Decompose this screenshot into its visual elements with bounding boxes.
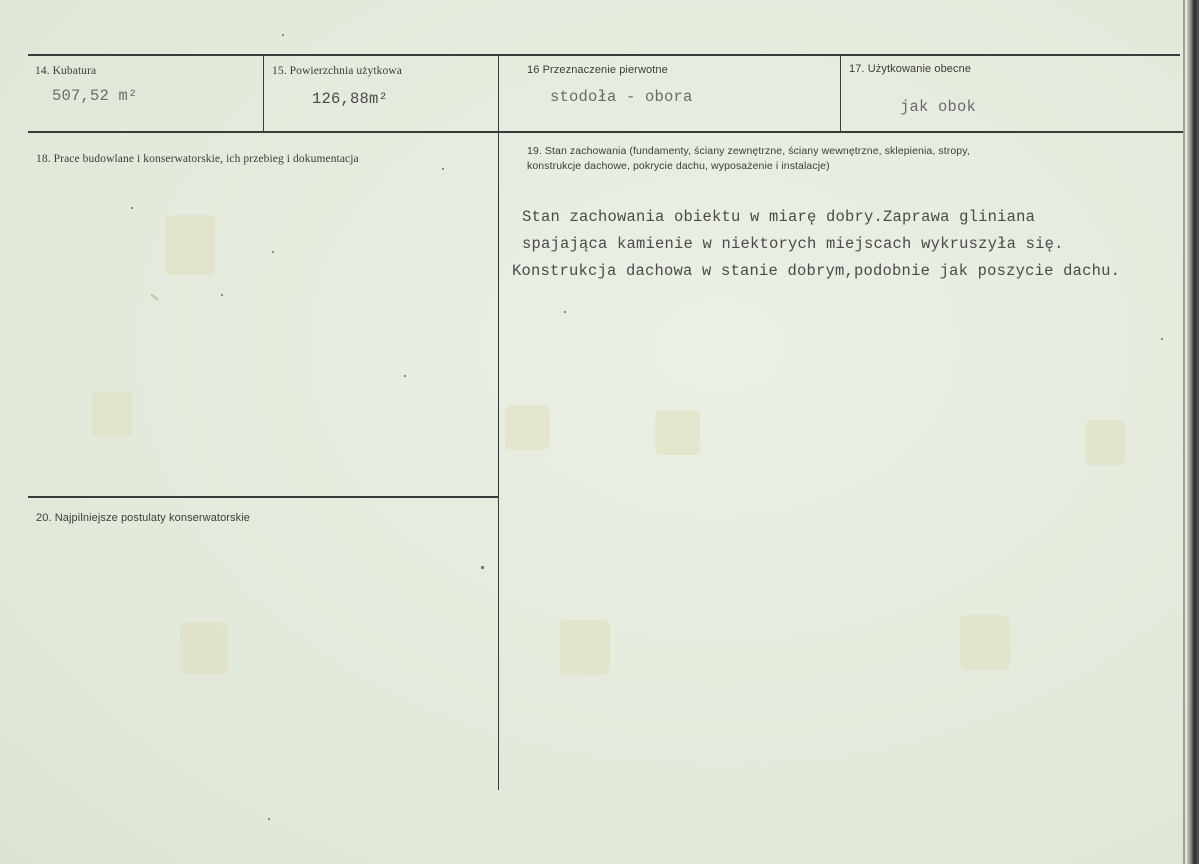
field-15-label: 15. Powierzchnia użytkowa: [272, 65, 402, 77]
paper-speck: [404, 375, 406, 377]
field-18-label: 18. Prace budowlane i konserwatorskie, ich przebieg i dokumentacja: [36, 153, 359, 165]
paper-speck: [564, 311, 566, 313]
paper-speck: [442, 168, 444, 170]
card-edge: [1187, 0, 1199, 864]
col-divider: [263, 55, 264, 131]
field-14-value: 507,52 m²: [52, 87, 138, 105]
paper-speck: [1161, 338, 1163, 340]
field-17-value: jak obok: [900, 98, 977, 116]
paper-stain: [505, 405, 550, 450]
field-16-label: 16 Przeznaczenie pierwotne: [527, 64, 668, 76]
paper-speck: [150, 294, 159, 301]
paper-stain: [560, 620, 610, 675]
top-rule: [28, 54, 1180, 56]
field-17-label: 17. Użytkowanie obecne: [849, 63, 972, 75]
paper-speck: [282, 34, 284, 36]
field-19-text-line-3: Konstrukcja dachowa w stanie dobrym,podobnie jak poszycie dachu.: [512, 262, 1121, 280]
paper-stain: [165, 215, 215, 275]
paper-stain: [655, 410, 700, 455]
field-14-label: 14. Kubatura: [35, 65, 97, 77]
col-divider: [840, 55, 841, 131]
paper-stain: [960, 615, 1010, 670]
row-divider: [28, 131, 1183, 133]
field-15-value: 126,88m²: [312, 90, 389, 108]
paper-stain: [1085, 420, 1125, 465]
section-divider: [28, 496, 499, 498]
paper-speck: [272, 251, 274, 253]
field-19-label-line1: 19. Stan zachowania (fundamenty, ściany zewnętrzne, ściany wewnętrzne, sklepienia, stropy,: [527, 145, 970, 157]
field-19-text-line-2: spajająca kamienie w niektorych miejscach wykruszyła się.: [522, 235, 1064, 253]
paper-speck: [221, 294, 223, 296]
paper-speck: [481, 566, 484, 569]
paper-stain: [180, 622, 228, 674]
paper-speck: [268, 818, 270, 820]
field-16-value: stodoła - obora: [550, 88, 693, 106]
field-20-label: 20. Najpilniejsze postulaty konserwatorskie: [36, 512, 251, 524]
paper-stain: [92, 392, 132, 437]
col-divider: [498, 55, 499, 790]
card-edge: [1183, 0, 1185, 864]
paper-speck: [131, 207, 133, 209]
field-19-label-line2: konstrukcje dachowe, pokrycie dachu, wyposażenie i instalacje): [527, 160, 830, 172]
field-19-text-line-1: Stan zachowania obiektu w miarę dobry.Zaprawa gliniana: [522, 208, 1036, 226]
